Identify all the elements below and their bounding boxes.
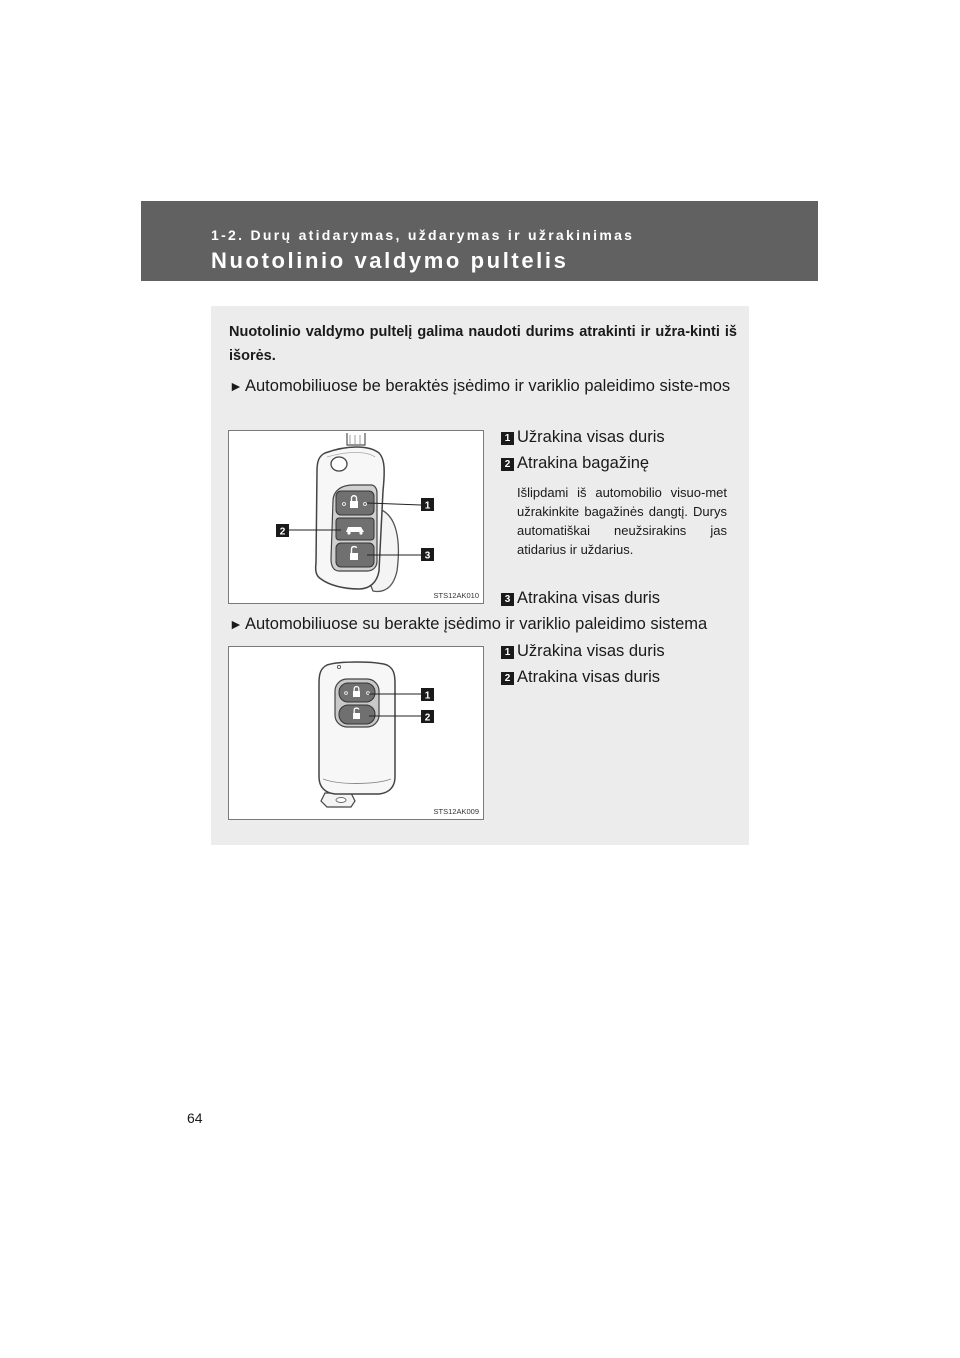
intro-text: Nuotolinio valdymo pultelį galima naudoti durims atrakinti ir užra-kinti iš išorės.: [229, 324, 737, 364]
svg-text:3: 3: [424, 550, 431, 562]
section-label: 1-2. Durų atidarymas, uždarymas ir užrakinimas: [211, 227, 635, 243]
flip-key-illustration: [229, 431, 485, 605]
item-text: Atrakina visas duris: [517, 668, 661, 686]
svg-text:1: 1: [424, 500, 431, 512]
section1-item-2: [501, 453, 649, 473]
number-badge: 2: [501, 672, 514, 685]
number-badge: 2: [501, 458, 514, 471]
item-text: Atrakina bagažinę: [517, 454, 650, 472]
section1-note: Išlipdami iš automobilio visuo-met užrakinkite bagažinės dangtį. Durys automatiškai neužsirakins jas atidarius ir uždarius.: [517, 485, 727, 557]
key-fob-figure-2: [228, 646, 484, 820]
item-text: Užrakina visas duris: [517, 642, 665, 660]
page-title: Nuotolinio valdymo pultelis: [211, 248, 569, 273]
section1-heading: [229, 374, 739, 398]
svg-text:2: 2: [279, 526, 286, 538]
section1-item-3: [501, 588, 660, 608]
bullet-triangle-icon: ►: [229, 378, 243, 394]
header-band: [141, 201, 818, 281]
number-badge: 1: [501, 646, 514, 659]
section2-item-1: [501, 641, 665, 661]
item-text: Atrakina visas duris: [517, 589, 661, 607]
item-text: Užrakina visas duris: [517, 428, 665, 446]
section2-heading: [229, 612, 739, 636]
figure-code: STS12AK009: [433, 807, 479, 816]
svg-text:2: 2: [424, 712, 431, 724]
key-fob-figure-1: [228, 430, 484, 604]
smart-key-illustration: [229, 647, 485, 821]
svg-text:1: 1: [424, 690, 431, 702]
content-box: [211, 306, 749, 845]
page-number: 64: [187, 1110, 203, 1126]
number-badge: 3: [501, 593, 514, 606]
section2-item-2: [501, 667, 660, 687]
bullet-triangle-icon: ►: [229, 616, 243, 632]
number-badge: 1: [501, 432, 514, 445]
figure-code: STS12AK010: [433, 591, 479, 600]
section2-heading-text: Automobiliuose su berakte įsėdimo ir variklio paleidimo sistema: [245, 615, 708, 633]
section1-heading-text: Automobiliuose be beraktės įsėdimo ir variklio paleidimo siste-mos: [245, 377, 731, 395]
section1-item-1: [501, 427, 665, 447]
